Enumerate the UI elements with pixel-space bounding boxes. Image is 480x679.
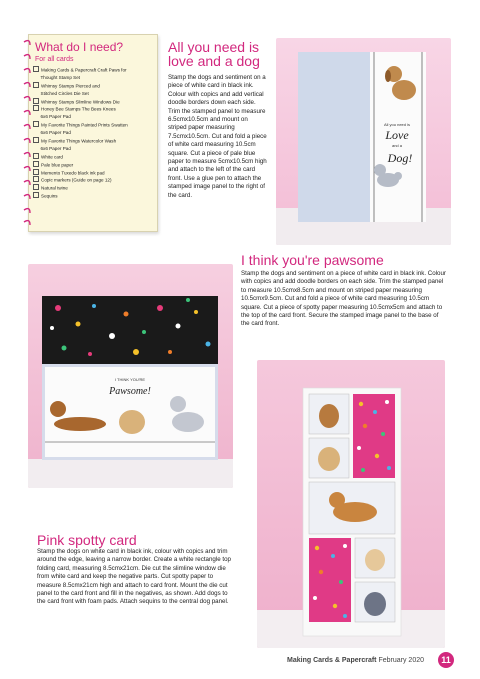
material-item: Sequins — [33, 192, 155, 200]
checkbox-icon — [33, 105, 39, 111]
material-item: Memento Tuxedo black ink pad — [33, 169, 155, 177]
checkbox-icon — [33, 98, 39, 104]
checkbox-icon — [33, 192, 39, 198]
section3-heading: Pink spotty card — [37, 532, 137, 548]
card1-line4: Dog! — [387, 151, 413, 165]
card1-line1: All you need is — [383, 122, 411, 127]
checkbox-icon — [33, 161, 39, 167]
checkbox-icon — [33, 153, 39, 159]
page-number: 11 — [438, 652, 454, 668]
card1-line3: and a — [391, 143, 403, 148]
material-item: My Favorite Things Watercolor Wash — [33, 137, 155, 145]
checkbox-icon — [33, 176, 39, 182]
section2-body: Stamp the dogs and sentiment on a piece of white card in black ink. Colour with copics and add doodle borders on each side. Trim the stamped panel to measure 10.5cmx8.5cm and mount on striped paper measuring 10.5cmx9.5cm. Cut and fold a piece of white card measuring 10.5cm square. Cut a piece of spotty paper measuring 10.5cmx5cm and attach to the top of the card front. Secure the stamped image panel to the base of the card front. — [241, 270, 446, 328]
material-item: 6x6 Paper Pad — [40, 130, 71, 136]
notepad-spiral — [22, 36, 32, 228]
notepad-title: What do I need? — [35, 40, 124, 54]
photo-card-love-and-a-dog — [276, 38, 451, 245]
material-item: 6x6 Paper Pad — [40, 145, 71, 151]
photo-card-pawsome — [28, 264, 233, 488]
material-item: White card — [33, 153, 155, 161]
material-item: Copic markers (Guide on page 12) — [33, 176, 155, 184]
material-item: Thought Stamp Set — [40, 74, 81, 80]
material-item: 6x6 Paper Pad — [40, 114, 71, 120]
checkbox-icon — [33, 66, 39, 72]
card1-line2: Love — [385, 128, 409, 142]
material-item: Making Cards & Papercraft Craft Paws for — [33, 66, 155, 74]
card2-line1: I THINK YOU'RE — [114, 377, 146, 382]
materials-list — [33, 66, 155, 200]
material-item: Natural twine — [33, 184, 155, 192]
notepad-subtitle: For all cards — [35, 56, 74, 63]
checkbox-icon — [33, 82, 39, 88]
material-item: My Favorite Things Painted Prints Swatten — [33, 121, 155, 129]
section1-body: Stamp the dogs and sentiment on a piece of white card in black ink. Colour with copics and add vertical doodle borders down each side. Trim the stamped panel to measure 6.5cmx10.5cm and mount on striped paper measuring 7.5cmx10.5cm. Cut and fold a piece of white card measuring 10.5cm square. Cut a piece of pale blue paper to measure 5cmx10.5cm high and attach to the left of the card front. Use a glue pen to attach the stamped image panel to the right of the card. — [168, 74, 267, 199]
checkbox-icon — [33, 184, 39, 190]
section1-heading: All you need is love and a dog — [168, 39, 260, 69]
checkbox-icon — [33, 121, 39, 127]
checkbox-icon — [33, 137, 39, 143]
checkbox-icon — [33, 169, 39, 175]
issue-date: February 2020 — [378, 657, 424, 664]
photo-card-pink-spotty — [257, 360, 445, 648]
material-item: Whimsy Stamps Slimline Windows Die — [33, 98, 155, 106]
material-item: Stitched Circles Die Set — [40, 90, 89, 96]
magazine-name: Making Cards & Papercraft — [287, 657, 377, 664]
material-item: Honey Bee Stamps The Bees Knees — [33, 105, 155, 113]
material-item: Pale blue paper — [33, 161, 155, 169]
section2-heading: I think you're pawsome — [241, 252, 384, 268]
page-footer — [287, 657, 424, 664]
section3-body: Stamp the dogs on white card in black ink, colour with copics and trim around the edge, leaving a narrow border. Create a white rectangle top folding card, measuring 8.5cmx21cm. Die cut the slimline window die from white card and keep the negative parts. Cut spotty paper to measure 8.5cmx21cm high and attach to card front. Mount the die cut panel to the card front and fill in the negatives, as shown. Add dogs to the card front with foam pads. Attach sequins to the central dog panel. — [37, 548, 231, 606]
material-item: Whimsy Stamps Pierced and — [33, 82, 155, 90]
card2-line2: Pawsome! — [109, 386, 151, 397]
